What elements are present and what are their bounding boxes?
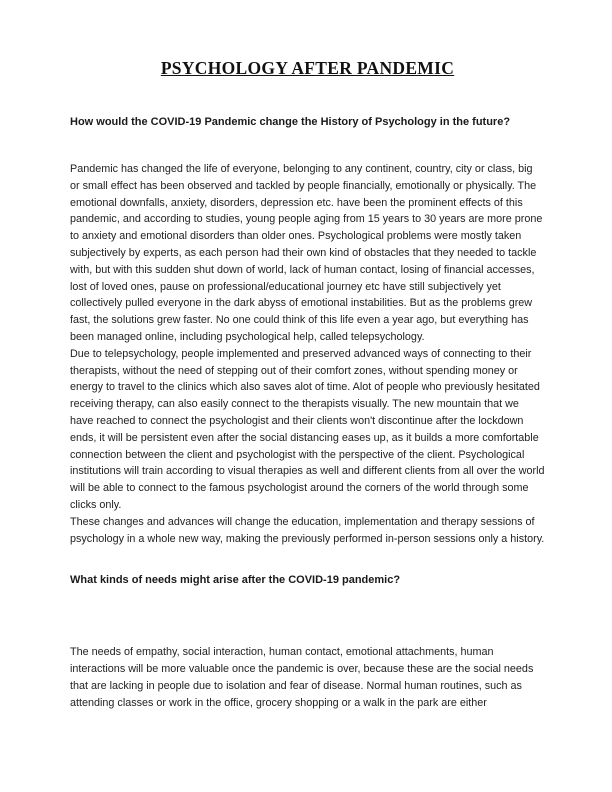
section-heading-future-of-psychology: How would the COVID-19 Pandemic change the History of Psychology in the future? <box>70 116 511 128</box>
section-needs-after-pandemic <box>70 573 545 711</box>
document-title: PSYCHOLOGY AFTER PANDEMIC <box>160 58 455 78</box>
section-future-of-psychology <box>70 115 545 547</box>
paragraph: The needs of empathy, social interaction, human contact, emotional attachments, human interactions will be more valuable once the pandemic is over, because these are the social needs that are lacking in people due to isolation and fear of disease. Normal human routines, such as attending classes or work in the office, grocery shopping or a walk in the park are either <box>70 646 534 709</box>
paragraph: Due to telepsychology, people implemented and preserved advanced ways of connecting to their therapists, without the need of stepping out of their comfort zones, without spending money or energy to travel to the clinics which also saves alot of time. Alot of people who previously hesitated receiving therapy, can also easily connect to the therapists visually. The new mountain that we have reached to connect the psychologist and their clients won't discontinue after the lockdown ends, it will be persistent even after the social distancing eases up, as it builds a more comfortable connection between the client and psychologist with the perspective of the client. Psychological institutions will train according to visual therapies as well and different clients from all over the world will be able to connect to the famous psychologist around the corners of the world through some clicks only. <box>70 347 545 511</box>
section-body <box>70 161 545 547</box>
paragraph: These changes and advances will change the education, implementation and therapy sessions of psychology in a whole new way, making the previously performed in-person sessions only a history. <box>70 515 545 545</box>
paragraph: Pandemic has changed the life of everyone, belonging to any continent, country, city or class, big or small effect has been observed and tackled by people financially, emotionally or physically. The emotional downfalls, anxiety, disorders, depression etc. have been the prominent effects of this pandemic, and according to studies, young people aging from 15 years to 30 years are more prone to anxiety and emotional disorders than older ones. Psychological problems were mostly taken subjectively by experts, as each person had their own kind of obstacles that they needed to tackle with, but with this sudden shut down of world, lack of human contact, losing of financial accesses, lost of loved ones, pause on professional/educational journey etc have still subjectively yet collectively pulled everyone in the dark abyss of emotional instabilities. But as the problems grew fast, the solutions grew faster. No one could think of this life even a year ago, but everything has been managed online, including psychological help, called telepsychology. <box>70 163 543 343</box>
section-heading-needs-after-pandemic: What kinds of needs might arise after the COVID-19 pandemic? <box>70 574 401 587</box>
section-body <box>70 644 545 711</box>
